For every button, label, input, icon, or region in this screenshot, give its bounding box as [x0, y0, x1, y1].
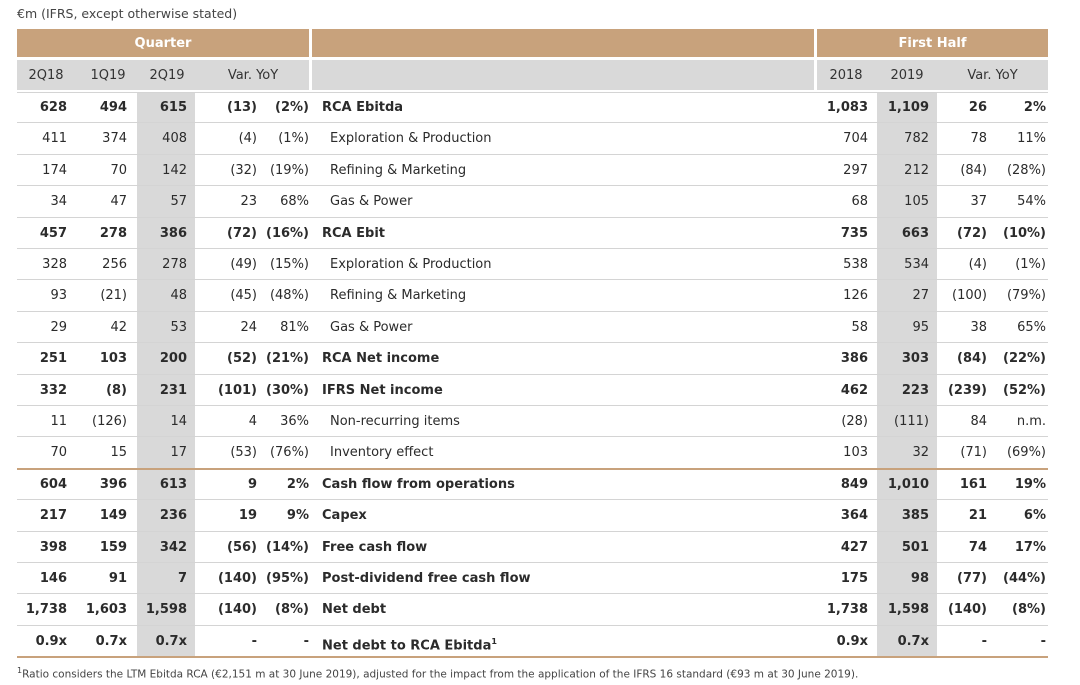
cell-2q18: 398 [39, 539, 67, 555]
table-row [17, 249, 1048, 280]
row-label [322, 280, 810, 311]
cell-q-var-pct: - [303, 633, 309, 649]
cell-q-var-pct: (1%) [278, 131, 309, 147]
cell-2q19: 386 [159, 225, 187, 241]
cell-2019: 1,109 [887, 100, 929, 115]
cell-1q19: 396 [99, 476, 127, 492]
cell-h-var-abs: (71) [960, 445, 987, 461]
row-label-text: Net debt [322, 602, 387, 618]
cell-h-var-abs: (239) [947, 382, 987, 398]
cell-2019: 1,010 [887, 476, 929, 492]
row-label-text: Gas & Power [330, 319, 413, 335]
row-label [322, 626, 802, 657]
table-row [17, 218, 1048, 249]
cell-2q19: 200 [159, 351, 187, 367]
cell-2019: 663 [901, 225, 929, 241]
cell-h-var-pct: - [1040, 633, 1046, 649]
cell-2q19: 342 [159, 539, 187, 555]
cell-q-var-abs: (4) [238, 131, 257, 147]
cell-2q18: 1,738 [25, 602, 67, 618]
row-label-text: Refining & Marketing [330, 162, 467, 178]
cell-1q19: 15 [110, 445, 127, 461]
cell-2019: 782 [904, 131, 929, 147]
table-row [17, 437, 1048, 468]
footnote-text: Ratio considers the LTM Ebitda RCA (€2,151 m at 30 June 2019), adjusted for the impact from the application of the IFRS 16 standard (€93 m at 30 June 2019). [22, 668, 859, 681]
cell-h-var-pct: (69%) [1006, 445, 1046, 461]
cell-q-var-pct: (2%) [275, 100, 309, 115]
cell-2018: 704 [843, 131, 868, 147]
half-subheader [817, 60, 1048, 90]
row-label-text: Exploration & Production [330, 257, 492, 272]
col-2019: 2019 [890, 67, 924, 83]
cell-q-var-abs: (140) [217, 571, 257, 586]
cell-2q18: 93 [50, 288, 67, 304]
quarter-subheader [17, 60, 309, 90]
cell-2018: 849 [840, 476, 868, 492]
cell-2q18: 411 [42, 131, 67, 147]
cell-q-var-abs: (101) [217, 382, 257, 398]
row-label [322, 437, 810, 468]
row-separator [17, 656, 1048, 658]
cell-2018: 0.9x [836, 633, 868, 649]
cell-q-var-pct: (19%) [269, 162, 309, 178]
cell-2q19: 7 [177, 571, 187, 586]
cell-q-var-abs: - [251, 633, 257, 649]
cell-h-var-abs: (77) [957, 571, 987, 586]
cell-h-var-abs: 26 [968, 100, 987, 115]
table-row [17, 155, 1048, 186]
row-label [322, 186, 810, 217]
cell-2q19: 236 [159, 508, 187, 524]
cell-2019: 534 [904, 257, 929, 272]
cell-1q19: 149 [99, 508, 127, 524]
cell-2q19: 53 [170, 319, 187, 335]
row-label [322, 343, 802, 374]
row-label [322, 563, 802, 594]
row-label-text: Inventory effect [330, 445, 434, 461]
quarter-header: Quarter [17, 29, 309, 57]
row-label [322, 594, 802, 625]
cell-2q19: 615 [159, 100, 187, 115]
cell-1q19: 494 [99, 100, 127, 115]
row-label-text: Net debt to RCA Ebitda [322, 638, 492, 654]
cell-2018: (28) [841, 414, 868, 429]
table-row [17, 92, 1048, 123]
cell-q-var-abs: (13) [227, 100, 257, 115]
row-label [322, 406, 810, 437]
cell-h-var-abs: 74 [968, 539, 987, 555]
cell-2q19: 278 [162, 257, 187, 272]
cell-2018: 103 [843, 445, 868, 461]
cell-q-var-abs: (72) [227, 225, 257, 241]
row-label [322, 469, 802, 500]
cell-2q18: 604 [39, 476, 67, 492]
cell-2q18: 34 [50, 194, 67, 210]
cell-2q18: 328 [42, 257, 67, 272]
cell-2019: 27 [912, 288, 929, 304]
cell-q-var-pct: 68% [280, 194, 309, 210]
cell-q-var-pct: (21%) [266, 351, 309, 367]
table-row [17, 406, 1048, 437]
col-h-var: Var. YoY [967, 67, 1018, 83]
cell-2018: 126 [843, 288, 868, 304]
cell-q-var-pct: (76%) [269, 445, 309, 461]
table-row [17, 375, 1048, 406]
cell-2q18: 217 [39, 508, 67, 524]
footnote [17, 666, 858, 681]
cell-h-var-abs: (140) [947, 602, 987, 618]
cell-1q19: 47 [110, 194, 127, 210]
cell-2018: 427 [840, 539, 868, 555]
cell-h-var-abs: 37 [970, 194, 987, 210]
table-row [17, 500, 1048, 531]
cell-1q19: 374 [102, 131, 127, 147]
cell-q-var-abs: (52) [227, 351, 257, 367]
cell-1q19: 278 [99, 225, 127, 241]
cell-2q19: 408 [162, 131, 187, 147]
cell-q-var-pct: 81% [280, 319, 309, 335]
cell-1q19: (8) [106, 382, 127, 398]
cell-h-var-pct: 6% [1023, 508, 1046, 524]
cell-h-var-pct: 54% [1017, 194, 1046, 210]
cell-h-var-pct: 19% [1014, 476, 1046, 492]
cell-h-var-abs: (84) [957, 351, 987, 367]
cell-q-var-abs: 23 [240, 194, 257, 210]
cell-2q18: 146 [39, 571, 67, 586]
cell-h-var-pct: 65% [1017, 319, 1046, 335]
cell-h-var-abs: 38 [970, 319, 987, 335]
table-row [17, 312, 1048, 343]
row-label [322, 218, 802, 249]
table-row [17, 469, 1048, 500]
cell-2018: 1,083 [826, 100, 868, 115]
table-row [17, 626, 1048, 657]
cell-1q19: 70 [110, 162, 127, 178]
cell-2q18: 457 [39, 225, 67, 241]
table-row [17, 186, 1048, 217]
cell-h-var-abs: (4) [968, 257, 987, 272]
cell-h-var-abs: 21 [968, 508, 987, 524]
cell-q-var-abs: (49) [230, 257, 257, 272]
cell-h-var-abs: (84) [960, 162, 987, 178]
cell-2q18: 251 [39, 351, 67, 367]
cell-2q19: 231 [159, 382, 187, 398]
row-label-text: Post-dividend free cash flow [322, 571, 531, 586]
table-row [17, 343, 1048, 374]
cell-1q19: 0.7x [95, 633, 127, 649]
cell-q-var-pct: (95%) [266, 571, 309, 586]
header-separator [17, 92, 1048, 93]
cell-q-var-abs: 9 [247, 476, 257, 492]
cell-2018: 1,738 [826, 602, 868, 618]
table-row [17, 280, 1048, 311]
row-label-text: IFRS Net income [322, 382, 443, 398]
label-header-blank [312, 29, 814, 57]
cell-1q19: (126) [92, 414, 127, 429]
cell-h-var-pct: (79%) [1006, 288, 1046, 304]
cell-h-var-abs: 161 [959, 476, 987, 492]
cell-1q19: 42 [110, 319, 127, 335]
cell-q-var-pct: 36% [280, 414, 309, 429]
label-subheader-blank [312, 60, 814, 90]
row-label-text: Free cash flow [322, 539, 428, 555]
cell-h-var-pct: 17% [1014, 539, 1046, 555]
cell-h-var-abs: 84 [970, 414, 987, 429]
cell-1q19: 1,603 [85, 602, 127, 618]
cell-h-var-pct: (28%) [1006, 162, 1046, 178]
table-row [17, 123, 1048, 154]
row-label [322, 249, 810, 280]
cell-q-var-pct: (14%) [266, 539, 309, 555]
cell-h-var-pct: (44%) [1003, 571, 1046, 586]
cell-2019: 212 [904, 162, 929, 178]
cell-q-var-pct: (16%) [266, 225, 309, 241]
cell-2018: 68 [851, 194, 868, 210]
cell-h-var-pct: (52%) [1003, 382, 1046, 398]
cell-q-var-pct: (48%) [269, 288, 309, 304]
col-2018: 2018 [829, 67, 863, 83]
row-label [322, 155, 810, 186]
col-1q19: 1Q19 [90, 67, 126, 83]
col-q-var: Var. YoY [227, 67, 279, 83]
cell-2019: 0.7x [897, 633, 929, 649]
row-label-text: RCA Net income [322, 351, 440, 367]
table-row [17, 532, 1048, 563]
table-row [17, 563, 1048, 594]
cell-q-var-pct: 2% [286, 476, 309, 492]
cell-q-var-abs: 19 [238, 508, 257, 524]
cell-h-var-pct: (1%) [1015, 257, 1046, 272]
cell-2q18: 11 [50, 414, 67, 429]
cell-2019: 223 [901, 382, 929, 398]
cell-h-var-pct: (10%) [1003, 225, 1046, 241]
cell-h-var-pct: 2% [1023, 100, 1046, 115]
cell-1q19: 159 [99, 539, 127, 555]
cell-h-var-abs: (100) [952, 288, 987, 304]
row-label-text: Exploration & Production [330, 131, 492, 147]
cell-h-var-pct: n.m. [1016, 414, 1046, 429]
row-label [322, 312, 810, 343]
cell-q-var-abs: (53) [230, 445, 257, 461]
table-row [17, 594, 1048, 625]
cell-h-var-pct: (22%) [1003, 351, 1046, 367]
row-label-text: RCA Ebit [322, 225, 385, 241]
cell-2019: 303 [901, 351, 929, 367]
row-label-text: RCA Ebitda [322, 100, 404, 115]
cell-h-var-pct: (8%) [1012, 602, 1046, 618]
cell-2q19: 48 [170, 288, 187, 304]
cell-q-var-abs: (56) [227, 539, 257, 555]
cell-2019: 385 [901, 508, 929, 524]
cell-2018: 462 [840, 382, 868, 398]
cell-2q18: 628 [39, 100, 67, 115]
col-2q18: 2Q18 [28, 67, 64, 83]
row-label-text: Non-recurring items [330, 414, 460, 429]
cell-2q18: 29 [50, 319, 67, 335]
row-label [322, 500, 802, 531]
cell-2q18: 0.9x [35, 633, 67, 649]
cell-2018: 386 [840, 351, 868, 367]
cell-q-var-abs: (140) [217, 602, 257, 618]
row-label-text: Refining & Marketing [330, 288, 467, 304]
cell-1q19: 256 [102, 257, 127, 272]
cell-q-var-abs: (32) [230, 162, 257, 178]
cell-2q19: 0.7x [155, 633, 187, 649]
row-label [322, 123, 810, 154]
cell-2q19: 142 [162, 162, 187, 178]
unit-note: €m (IFRS, except otherwise stated) [17, 6, 238, 21]
cell-2018: 297 [843, 162, 868, 178]
cell-q-var-abs: (45) [230, 288, 257, 304]
row-label [322, 532, 802, 563]
cell-2q19: 57 [170, 194, 187, 210]
cell-h-var-abs: (72) [957, 225, 987, 241]
cell-2019: 32 [912, 445, 929, 461]
cell-2019: (111) [894, 414, 929, 429]
cell-2019: 105 [904, 194, 929, 210]
col-2q19: 2Q19 [149, 67, 185, 83]
cell-1q19: 103 [99, 351, 127, 367]
cell-h-var-abs: 78 [970, 131, 987, 147]
footnote-marker: 1 [17, 666, 23, 675]
cell-2018: 175 [840, 571, 868, 586]
cell-2018: 364 [840, 508, 868, 524]
cell-h-var-pct: 11% [1017, 131, 1046, 147]
cell-2q18: 332 [39, 382, 67, 398]
first-half-header: First Half [817, 29, 1048, 57]
cell-q-var-pct: (15%) [269, 257, 309, 272]
row-label-text: Capex [322, 508, 367, 524]
row-label-text: Cash flow from operations [322, 476, 515, 492]
cell-q-var-abs: 24 [240, 319, 257, 335]
row-label [322, 375, 802, 406]
cell-2019: 1,598 [887, 602, 929, 618]
cell-2q18: 70 [50, 445, 67, 461]
row-label-footnote-marker: 1 [491, 636, 497, 646]
cell-2019: 501 [901, 539, 929, 555]
row-label-text: Gas & Power [330, 194, 413, 210]
cell-2q19: 613 [159, 476, 187, 492]
cell-h-var-abs: - [981, 633, 987, 649]
cell-2018: 58 [851, 319, 868, 335]
cell-1q19: 91 [108, 571, 127, 586]
cell-2q19: 1,598 [145, 602, 187, 618]
cell-2019: 95 [912, 319, 929, 335]
cell-2q19: 17 [170, 445, 187, 461]
cell-2018: 735 [840, 225, 868, 241]
cell-q-var-pct: 9% [286, 508, 309, 524]
cell-q-var-pct: (30%) [266, 382, 309, 398]
cell-1q19: (21) [100, 288, 127, 304]
cell-q-var-pct: (8%) [275, 602, 309, 618]
cell-2q18: 174 [42, 162, 67, 178]
cell-q-var-abs: 4 [248, 414, 257, 429]
cell-2018: 538 [843, 257, 868, 272]
row-label [322, 92, 802, 123]
cell-2019: 98 [910, 571, 929, 586]
cell-2q19: 14 [170, 414, 187, 429]
